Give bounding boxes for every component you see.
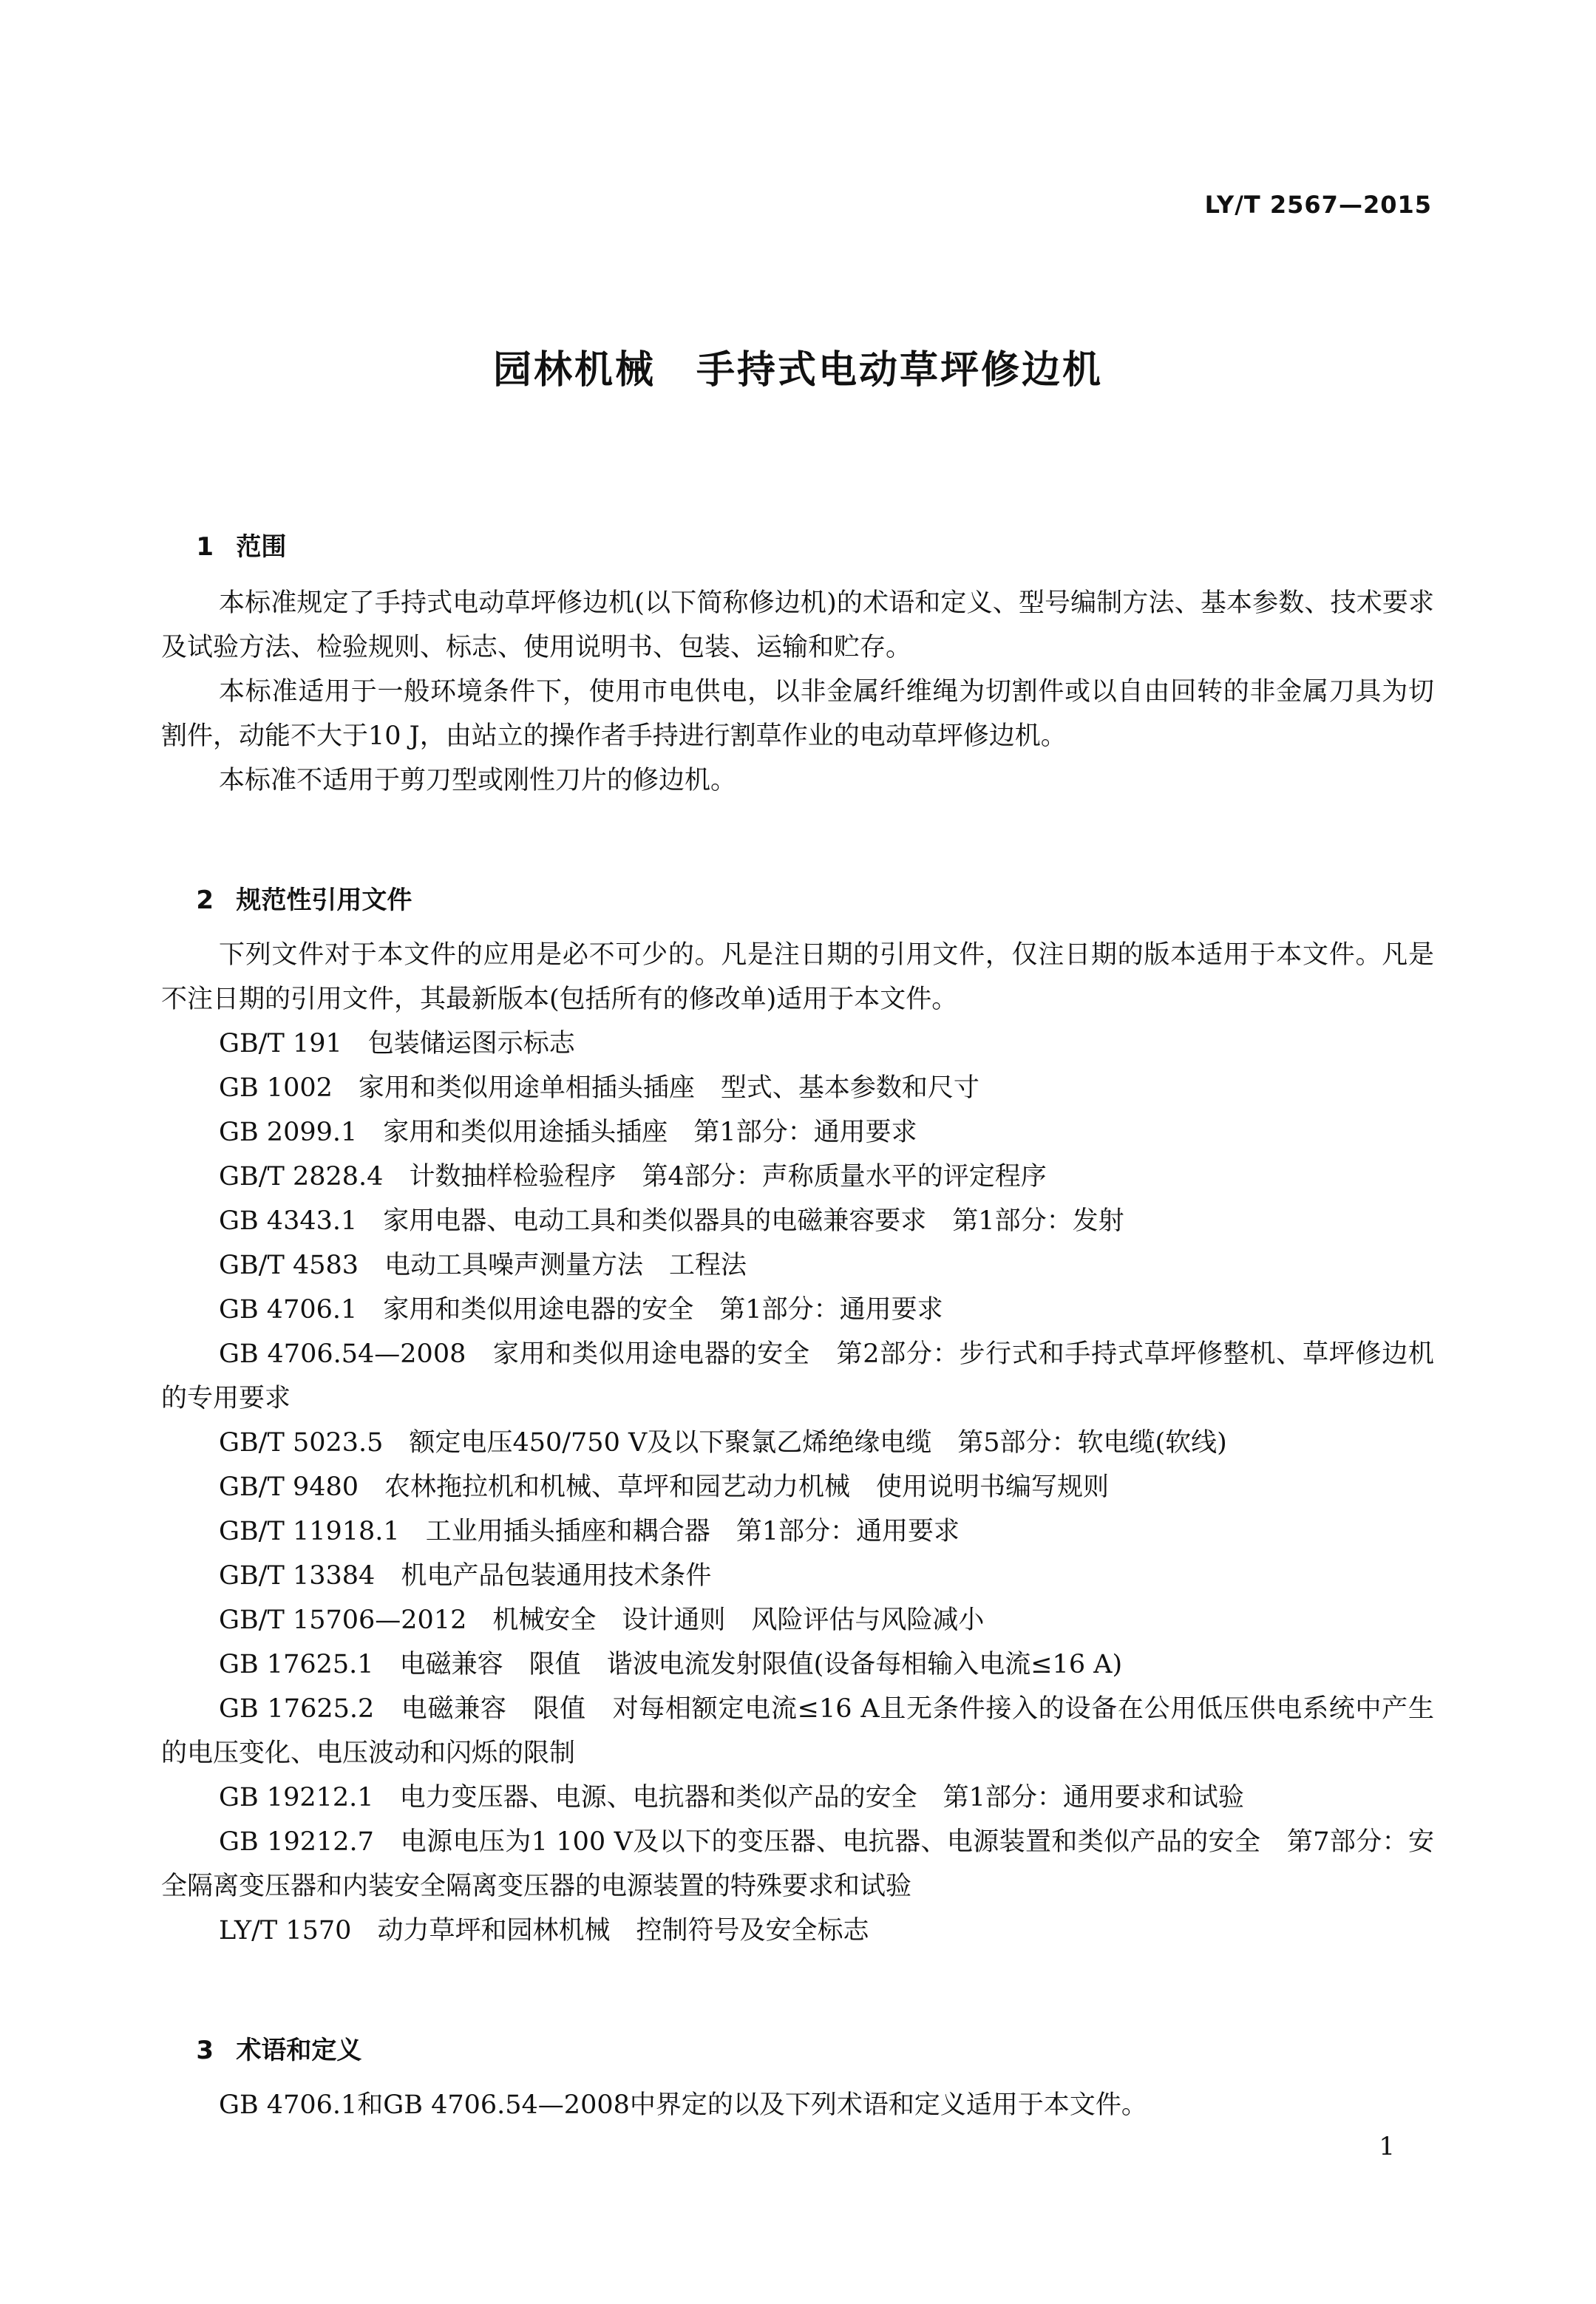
reference-code: GB 1002 bbox=[219, 1073, 333, 1103]
reference-title: 工业用插头插座和耦合器 第1部分：通用要求 bbox=[425, 1517, 960, 1546]
section-number: 3 bbox=[196, 2036, 214, 2065]
reference-title: 机电产品包装通用技术条件 bbox=[401, 1561, 712, 1591]
paragraph: GB 4706.1和GB 4706.54—2008中界定的以及下列术语和定义适用于本文件。 bbox=[219, 2090, 1147, 2120]
reference-title: 计数抽样检验程序 第4部分：声称质量水平的评定程序 bbox=[409, 1162, 1047, 1192]
reference-code: GB 19212.7 bbox=[219, 1827, 374, 1857]
reference-code: GB/T 4583 bbox=[219, 1251, 359, 1280]
paragraph: 本标准适用于一般环境条件下，使用市电供电，以非金属纤维绳为切割件或以自由回转的非金属刀具为切割件，动能不大于10 J，由站立的操作者手持进行割草作业的电动草坪修边机。 bbox=[161, 677, 1434, 751]
reference-title: 电动工具噪声测量方法 工程法 bbox=[384, 1251, 747, 1280]
reference-item bbox=[161, 1243, 1434, 1288]
reference-title: 电源电压为1 100 V及以下的变压器、电抗器、电源装置和类似产品的安全 第7部分：安全隔离变压器和内装安全隔离变压器的电源装置的特殊要求和试验 bbox=[161, 1827, 1434, 1901]
page-number: 1 bbox=[1379, 2132, 1395, 2161]
reference-title: 机械安全 设计通则 风险评估与风险减小 bbox=[492, 1605, 985, 1635]
reference-code: GB 2099.1 bbox=[219, 1118, 358, 1147]
reference-title: 包装储运图示标志 bbox=[367, 1029, 575, 1058]
reference-code: GB 19212.1 bbox=[219, 1783, 374, 1812]
reference-title: 家用和类似用途单相插头插座 型式、基本参数和尺寸 bbox=[358, 1073, 979, 1103]
reference-title: 电力变压器、电源、电抗器和类似产品的安全 第1部分：通用要求和试验 bbox=[399, 1783, 1244, 1812]
section-heading bbox=[161, 2000, 361, 2096]
reference-item bbox=[161, 1465, 1434, 1509]
reference-code: GB/T 2828.4 bbox=[219, 1162, 384, 1192]
reference-item bbox=[161, 1820, 1434, 1909]
standard-code: LY/T 2567—2015 bbox=[1204, 191, 1432, 219]
reference-item bbox=[161, 1066, 1434, 1110]
reference-code: GB/T 191 bbox=[219, 1029, 342, 1058]
reference-item bbox=[161, 1909, 1434, 1953]
reference-item bbox=[161, 1199, 1434, 1243]
reference-code: GB 17625.2 bbox=[219, 1694, 375, 1724]
reference-title: 家用和类似用途电器的安全 第2部分：步行式和手持式草坪修整机、草坪修边机的专用要求 bbox=[161, 1339, 1434, 1413]
section-title: 术语和定义 bbox=[236, 2036, 362, 2065]
reference-code: GB 4706.1 bbox=[219, 1295, 358, 1325]
reference-item bbox=[161, 1687, 1434, 1775]
reference-code: GB 4706.54—2008 bbox=[219, 1339, 466, 1369]
reference-title: 动力草坪和园林机械 控制符号及安全标志 bbox=[377, 1916, 869, 1946]
reference-item bbox=[161, 1421, 1434, 1465]
section-title: 规范性引用文件 bbox=[236, 886, 412, 915]
reference-code: GB/T 13384 bbox=[219, 1561, 376, 1591]
section-number: 2 bbox=[196, 886, 214, 915]
reference-code: GB 17625.1 bbox=[219, 1650, 374, 1679]
reference-title: 家用和类似用途电器的安全 第1部分：通用要求 bbox=[383, 1295, 943, 1325]
reference-item bbox=[161, 1155, 1434, 1199]
reference-code: GB/T 15706—2012 bbox=[219, 1605, 467, 1635]
paragraph: 下列文件对于本文件的应用是必不可少的。凡是注日期的引用文件，仅注日期的版本适用于本文件。凡是不注日期的引用文件，其最新版本(包括所有的修改单)适用于本文件。 bbox=[161, 940, 1434, 1014]
reference-item bbox=[161, 1332, 1434, 1421]
reference-item bbox=[161, 1288, 1434, 1332]
reference-title: 电磁兼容 限值 对每相额定电流≤16 A且无条件接入的设备在公用低压供电系统中产生的电压变化、电压波动和闪烁的限制 bbox=[161, 1694, 1434, 1768]
reference-item bbox=[161, 1775, 1434, 1820]
reference-item bbox=[161, 1642, 1434, 1687]
paragraph: 本标准不适用于剪刀型或刚性刀片的修边机。 bbox=[219, 766, 737, 795]
reference-code: GB 4343.1 bbox=[219, 1206, 358, 1236]
section-number: 1 bbox=[196, 532, 214, 562]
reference-title: 家用电器、电动工具和类似器具的电磁兼容要求 第1部分：发射 bbox=[383, 1206, 1124, 1236]
reference-title: 农林拖拉机和机械、草坪和园艺动力机械 使用说明书编写规则 bbox=[384, 1472, 1110, 1502]
reference-code: GB/T 11918.1 bbox=[219, 1517, 400, 1546]
reference-item bbox=[161, 1509, 1434, 1554]
reference-title: 额定电压450/750 V及以下聚氯乙烯绝缘电缆 第5部分：软电缆(软线) bbox=[409, 1428, 1227, 1458]
section-title: 范围 bbox=[236, 532, 287, 562]
reference-code: GB/T 5023.5 bbox=[219, 1428, 384, 1458]
reference-code: GB/T 9480 bbox=[219, 1472, 359, 1502]
document-title: 园林机械 手持式电动草坪修边机 bbox=[492, 348, 1103, 393]
reference-item bbox=[161, 1554, 1434, 1598]
paragraph: 本标准规定了手持式电动草坪修边机(以下简称修边机)的术语和定义、型号编制方法、基本参数、技术要求及试验方法、检验规则、标志、使用说明书、包装、运输和贮存。 bbox=[161, 588, 1434, 662]
reference-item bbox=[161, 1110, 1434, 1155]
section-heading bbox=[161, 850, 412, 945]
section-heading bbox=[161, 497, 286, 592]
reference-title: 电磁兼容 限值 谐波电流发射限值(设备每相输入电流≤16 A) bbox=[399, 1650, 1123, 1679]
reference-title: 家用和类似用途插头插座 第1部分：通用要求 bbox=[383, 1118, 917, 1147]
reference-code: LY/T 1570 bbox=[219, 1916, 352, 1946]
reference-item bbox=[161, 1598, 1434, 1642]
reference-item bbox=[161, 1022, 1434, 1066]
